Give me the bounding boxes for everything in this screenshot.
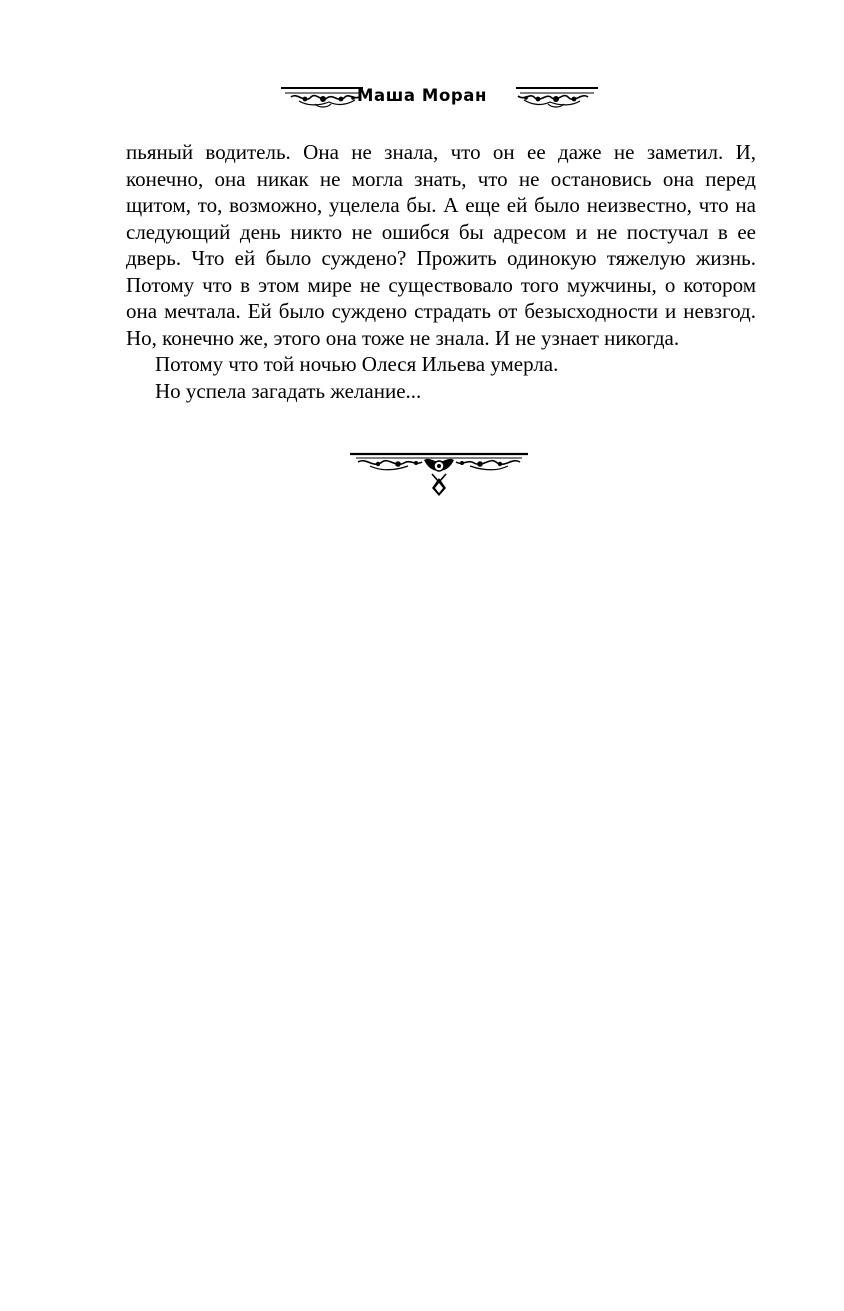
running-header xyxy=(0,78,844,114)
paragraph: Но успела загадать желание... xyxy=(155,378,422,403)
paragraph: Потому что той ночью Олеся Ильева умерла. xyxy=(155,352,559,376)
right-flourish-icon xyxy=(516,84,598,108)
paragraph: пьяный водитель. Она не знала, что он ее даже не заметил. И, конечно, она никак не могла знать, что не остановись она перед щитом, то, возможно, уцелела бы. А еще ей было неизвестно, что на следующий день никто не ошибся бы адресом и не постучал в ее дверь. Что ей было суждено? Прожить одинокую тяжелую жизнь. Потому что в этом мире не существовало того мужчины, о котором она мечтала. Ей было суждено страдать от безысходности и невзгод. Но, конечно же, этого она тоже не знала. И не узнает никогда. xyxy=(126,140,756,350)
chapter-end-vignette-icon xyxy=(350,450,528,498)
running-title: Маша Моран xyxy=(356,86,488,105)
body-text xyxy=(126,139,756,404)
